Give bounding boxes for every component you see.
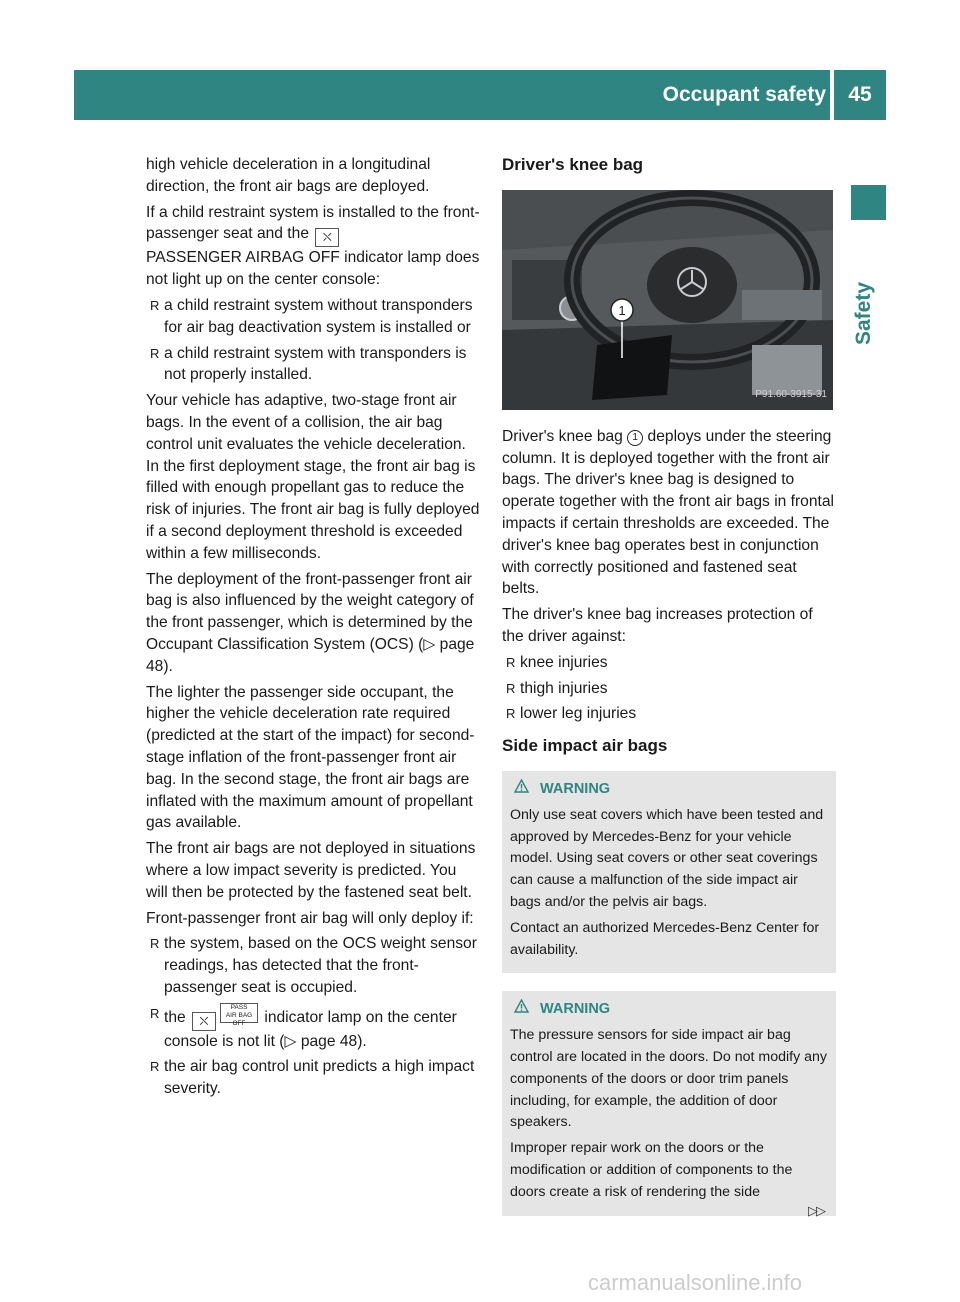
svg-text:1: 1 (618, 302, 626, 318)
knee-bag-photo (502, 190, 833, 410)
paragraph: high vehicle deceleration in a longitudinal direction, the front air bags are deployed. (146, 156, 431, 195)
paragraph: The driver's knee bag increases protection of the driver against: (502, 606, 813, 645)
list-item: R a child restraint system with transponders is not properly installed. (150, 344, 467, 384)
list-item: R the air bag control unit predicts a high impact severity. (150, 1058, 475, 1098)
list-item: R knee injuries (502, 652, 836, 674)
section-tab-marker (851, 185, 886, 220)
warning-box (502, 991, 836, 1215)
bullet-icon: R (150, 297, 160, 313)
page-reference-link[interactable]: page 48 (146, 635, 475, 675)
page-number: 45 (834, 70, 886, 120)
section-heading: Side impact air bags (502, 736, 668, 756)
bullet-icon: R (150, 936, 160, 952)
warning-text: Improper repair work on the doors or the modification or addition of components to the doors create a risk of rendering the side (510, 1140, 793, 1200)
callout-number: 1 (627, 430, 643, 446)
section-heading: Driver's knee bag (502, 155, 644, 174)
paragraph: If a child restraint system is installed to the front-passenger seat and the ⛌ PASSENGER AIRBAG OFF indicator lamp does not light up on the center console: (146, 203, 480, 289)
right-column (502, 154, 836, 1234)
bullet-icon: R (506, 654, 516, 670)
page-reference-link[interactable]: page 48 (300, 1032, 358, 1050)
figure-label: P91.60-3915-31 (755, 389, 827, 400)
page-ref-icon: ▷ (284, 1032, 297, 1050)
warning-text: Contact an authorized Mercedes-Benz Center for availability. (510, 919, 820, 958)
warning-box (502, 771, 836, 973)
section-label: Safety (852, 281, 875, 345)
warning-text: Only use seat covers which have been tested and approved by Mercedes-Benz for your vehicle model. Using seat covers or other seat coverings can cause a malfunction of the side impact air bags and/or the pelvis air bags. (510, 806, 824, 910)
pass-airbag-off-lamp-icon: PASS AIR BAG OFF (220, 1003, 258, 1023)
warning-header: WARNING (510, 779, 828, 801)
dashboard-illustration (502, 190, 833, 410)
bullet-icon: R (506, 680, 516, 696)
bullet-icon: R (150, 345, 160, 361)
paragraph: The deployment of the front-passenger front air bag is also influenced by the weight category of the front passenger, which is determined by the Occupant Classification System (OCS) (▷ page 48). (146, 570, 475, 675)
list-item: R a child restraint system without transponders for air bag deactivation system is installed or (150, 296, 473, 336)
page-ref-icon: ▷ (423, 635, 436, 653)
list-item: R the ⛌PASS AIR BAG OFF indicator lamp on the center console is not lit (▷ page 48). (150, 1003, 457, 1050)
warning-triangle-icon (514, 779, 530, 801)
paragraph: Your vehicle has adaptive, two-stage front air bags. In the event of a collision, the air bag control unit evaluates the vehicle deceleration. In the first deployment stage, the front air bag is filled with enough propellant gas to reduce the risk of injuries. The front air bag is fully deployed if a second deployment threshold is exceeded within a few milliseconds. (146, 392, 480, 562)
paragraph: The front air bags are not deployed in situations where a low impact severity is predicted. You will then be protected by the fastened seat belt. (146, 840, 476, 901)
bullet-icon: R (150, 1005, 160, 1021)
page-header-title: Occupant safety (662, 83, 826, 106)
paragraph: Front-passenger front air bag will only deploy if: (146, 909, 474, 927)
paragraph: Driver's knee bag 1 deploys under the steering column. It is deployed together with the front air bags. The driver's knee bag is designed to operate together with the front air bags in frontal impacts if certain thresholds are exceeded. The driver's knee bag operates best in conjunction with correctly positioned and fastened seat belts. (502, 427, 834, 598)
warning-header: WARNING (510, 999, 828, 1021)
warning-triangle-icon (514, 999, 530, 1021)
passenger-airbag-off-icon: ⛌ (315, 228, 339, 247)
list-item: R lower leg injuries (502, 703, 836, 725)
list-item: R thigh injuries (502, 678, 836, 700)
continue-arrow-icon: ▷▷ (808, 1203, 824, 1218)
bullet-icon: R (150, 1059, 160, 1075)
list-item: R the system, based on the OCS weight sensor readings, has detected that the front-passenger seat is occupied. (150, 935, 477, 996)
warning-text: The pressure sensors for side impact air bag control are located in the doors. Do not modify any components of the doors or door trim panels including, for example, the addition of door speakers. (510, 1027, 828, 1131)
bullet-icon: R (506, 706, 516, 722)
paragraph: The lighter the passenger side occupant, the higher the vehicle deceleration rate required (predicted at the start of the impact) for second-stage inflation of the front-passenger front air bag. In the second stage, the front air bags are inflated with the maximum amount of propellant gas available. (146, 683, 475, 832)
watermark: carmanualsonline.info (588, 1270, 803, 1295)
left-column (146, 154, 482, 1104)
passenger-airbag-off-icon: ⛌ (192, 1012, 216, 1031)
